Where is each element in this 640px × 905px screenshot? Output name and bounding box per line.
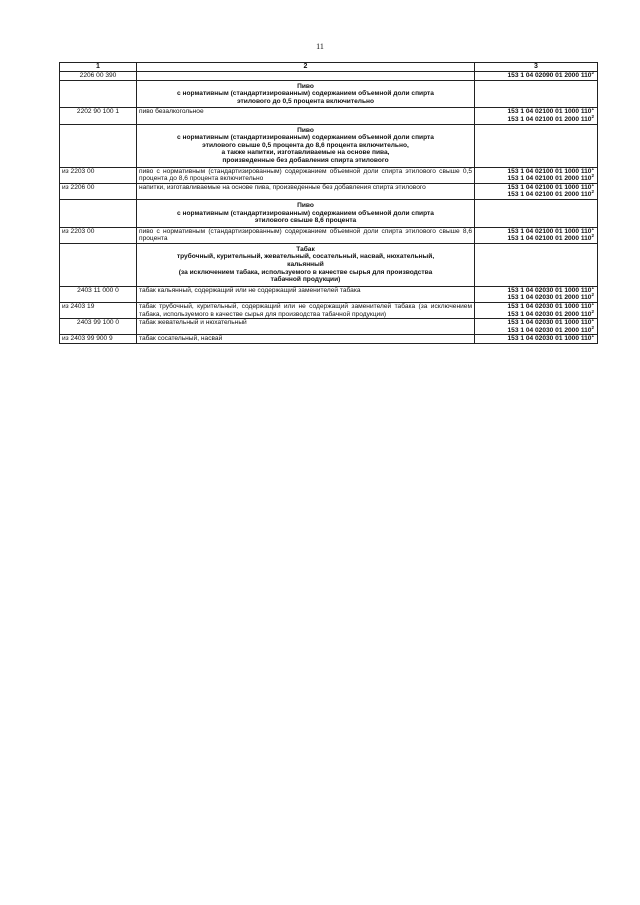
budget-code-number: 153 1 04 02100 01 2000 110 <box>507 115 592 123</box>
budget-code-number: 153 1 04 02030 01 1000 110 <box>507 303 592 311</box>
commodity-code: из 2203 00 <box>60 227 137 243</box>
budget-code-number: 153 1 04 02100 01 1000 110 <box>507 183 592 191</box>
budget-classification-codes <box>475 108 598 124</box>
commodity-code: из 2403 99 900 9 <box>60 335 137 344</box>
table-row <box>60 319 598 335</box>
empty-cell <box>60 243 137 286</box>
section-title <box>137 80 475 108</box>
footnote-marker: 2 <box>591 324 594 330</box>
section-title-line: кальянный <box>287 261 324 269</box>
header-col-1: 1 <box>60 63 137 72</box>
empty-cell <box>60 124 137 167</box>
budget-code-number: 153 1 04 02030 01 2000 110 <box>507 310 592 318</box>
budget-classification-codes <box>475 183 598 199</box>
budget-classification-codes <box>475 69 598 81</box>
budget-code <box>477 335 594 343</box>
section-title-line: Пиво <box>297 201 314 209</box>
budget-code-number: 153 1 04 02090 01 2000 110 <box>507 72 592 79</box>
table-row <box>60 227 598 243</box>
budget-code <box>477 235 594 243</box>
table-row <box>60 303 598 319</box>
empty-cell <box>60 80 137 108</box>
section-title-line: (за исключением табака, используемого в качестве сырья для производства <box>178 268 433 276</box>
footnote-marker: 2 <box>591 308 594 314</box>
footnote-marker: 2 <box>591 69 594 75</box>
goods-description <box>137 72 475 81</box>
budget-code-number: 153 1 04 02100 01 1000 110 <box>507 167 592 175</box>
budget-code <box>477 165 594 176</box>
budget-code-number: 153 1 04 02030 01 1000 110 <box>507 319 592 327</box>
budget-classification-codes <box>475 227 598 243</box>
budget-code <box>477 108 594 116</box>
goods-description: напитки, изготавливаемые на основе пива, произведенные без добавления спирта этилового <box>137 183 475 199</box>
budget-code-number: 153 1 04 02100 01 2000 110 <box>507 175 592 183</box>
budget-classification-codes <box>475 300 598 319</box>
commodity-code: из 2206 00 <box>60 183 137 199</box>
budget-code <box>477 308 594 319</box>
section-title <box>137 124 475 167</box>
budget-code-number: 153 1 04 02030 01 1000 110 <box>507 335 592 343</box>
budget-code-number: 153 1 04 02100 01 2000 110 <box>507 235 592 243</box>
footnote-marker: 2 <box>591 233 594 239</box>
table-row <box>60 72 598 81</box>
budget-code <box>477 69 594 80</box>
commodity-code: 2403 99 100 0 <box>60 319 137 335</box>
section-title-line: произведенные без добавления спирта этилового <box>222 156 389 164</box>
section-title-line: Пиво <box>297 82 314 90</box>
budget-code <box>477 172 594 183</box>
budget-code <box>477 319 594 327</box>
footnote-marker: 1 <box>591 181 594 187</box>
budget-code-number: 153 1 04 02030 01 2000 110 <box>507 326 592 334</box>
empty-cell <box>475 124 598 167</box>
section-title <box>137 199 475 227</box>
section-title-line: Табак <box>296 245 315 253</box>
commodity-code: из 2403 19 <box>60 303 137 319</box>
goods-description: пиво безалкогольное <box>137 108 475 124</box>
section-title-line: Пиво <box>297 126 314 134</box>
footnote-marker: 1 <box>591 165 594 171</box>
budget-code <box>477 113 594 124</box>
section-title-line: с нормативным (стандартизированным) содержанием объемной доли спирта <box>177 134 434 142</box>
empty-cell <box>475 80 598 108</box>
section-title-line: этилового свыше 8,6 процента <box>254 217 357 225</box>
footnote-marker: 1 <box>591 225 594 231</box>
footnote-marker: 1 <box>591 106 594 112</box>
budget-classification-codes <box>475 319 598 335</box>
header-col-3: 3 <box>475 63 598 72</box>
goods-description: табак жевательный и нюхательный <box>137 319 475 335</box>
section-header-row <box>60 80 598 108</box>
footnote-marker: 1 <box>591 300 594 306</box>
budget-code-number: 153 1 04 02030 01 2000 110 <box>507 294 592 302</box>
section-title-line: с нормативным (стандартизированным) содержанием объемной доли спирта <box>177 90 434 98</box>
budget-code <box>477 294 594 302</box>
tax-codes-table <box>59 62 598 344</box>
footnote-marker: 2 <box>591 189 594 195</box>
footnote-marker: 1 <box>591 317 594 323</box>
budget-code-number: 153 1 04 02100 01 1000 110 <box>507 108 592 116</box>
section-title-line: трубочный, курительный, жевательный, сосательный, насвай, нюхательный, <box>176 253 435 261</box>
budget-code-number: 153 1 04 02100 01 2000 110 <box>507 191 592 199</box>
footnote-marker: 2 <box>591 113 594 119</box>
table-row <box>60 335 598 344</box>
commodity-code: 2206 00 390 <box>60 72 137 81</box>
table-row <box>60 286 598 302</box>
section-title-line: а также напитки, изготавливаемые на основе пива, <box>221 149 390 157</box>
commodity-code: из 2203 00 <box>60 167 137 183</box>
commodity-code: 2202 90 100 1 <box>60 108 137 124</box>
section-header-row <box>60 124 598 167</box>
section-title <box>137 243 475 286</box>
budget-code-number: 153 1 04 02100 01 1000 110 <box>507 227 592 235</box>
section-title-line: табачной продукции) <box>270 276 341 284</box>
footnote-marker: 1 <box>591 333 594 339</box>
budget-classification-codes <box>475 335 598 344</box>
goods-description: табак сосательный, насвай <box>137 335 475 344</box>
header-col-2: 2 <box>137 63 475 72</box>
table-row <box>60 167 598 183</box>
footnote-marker: 2 <box>591 292 594 298</box>
section-title-line: этилового до 0,5 процента включительно <box>236 97 375 105</box>
budget-code-number: 153 1 04 02030 01 1000 110 <box>507 286 592 294</box>
goods-description: пиво с нормативным (стандартизированным) содержанием объемной доли спирта этилового свыше 0,5 процента до 8,6 процента включительно <box>137 167 475 183</box>
budget-classification-codes <box>475 286 598 302</box>
footnote-marker: 2 <box>591 172 594 178</box>
header-row <box>60 63 598 72</box>
section-header-row <box>60 199 598 227</box>
budget-code <box>477 324 594 335</box>
section-header-row <box>60 243 598 286</box>
section-title-line: с нормативным (стандартизированным) содержанием объемной доли спирта <box>177 209 434 217</box>
table-row <box>60 108 598 124</box>
commodity-code: 2403 11 000 0 <box>60 286 137 302</box>
budget-code <box>477 191 594 199</box>
empty-cell <box>60 199 137 227</box>
table-row <box>60 183 598 199</box>
footnote-marker: 1 <box>591 284 594 290</box>
goods-description: табак трубочный, курительный, содержащий или не содержащий заменителей табака (за исключением табака, используемого в качестве сырья для производства табачной продукции) <box>137 303 475 319</box>
goods-description: табак кальянный, содержащий или не содержащий заменителей табака <box>137 286 475 302</box>
section-title-line: этилового свыше 0,5 процента до 8,6 процента включительно, <box>202 141 409 149</box>
budget-classification-codes <box>475 167 598 183</box>
empty-cell <box>475 199 598 227</box>
empty-cell <box>475 243 598 286</box>
page-number: 11 <box>316 42 324 51</box>
goods-description: пиво с нормативным (стандартизированным) содержанием объемной доли спирта этилового свыше 8,6 процента <box>137 227 475 243</box>
